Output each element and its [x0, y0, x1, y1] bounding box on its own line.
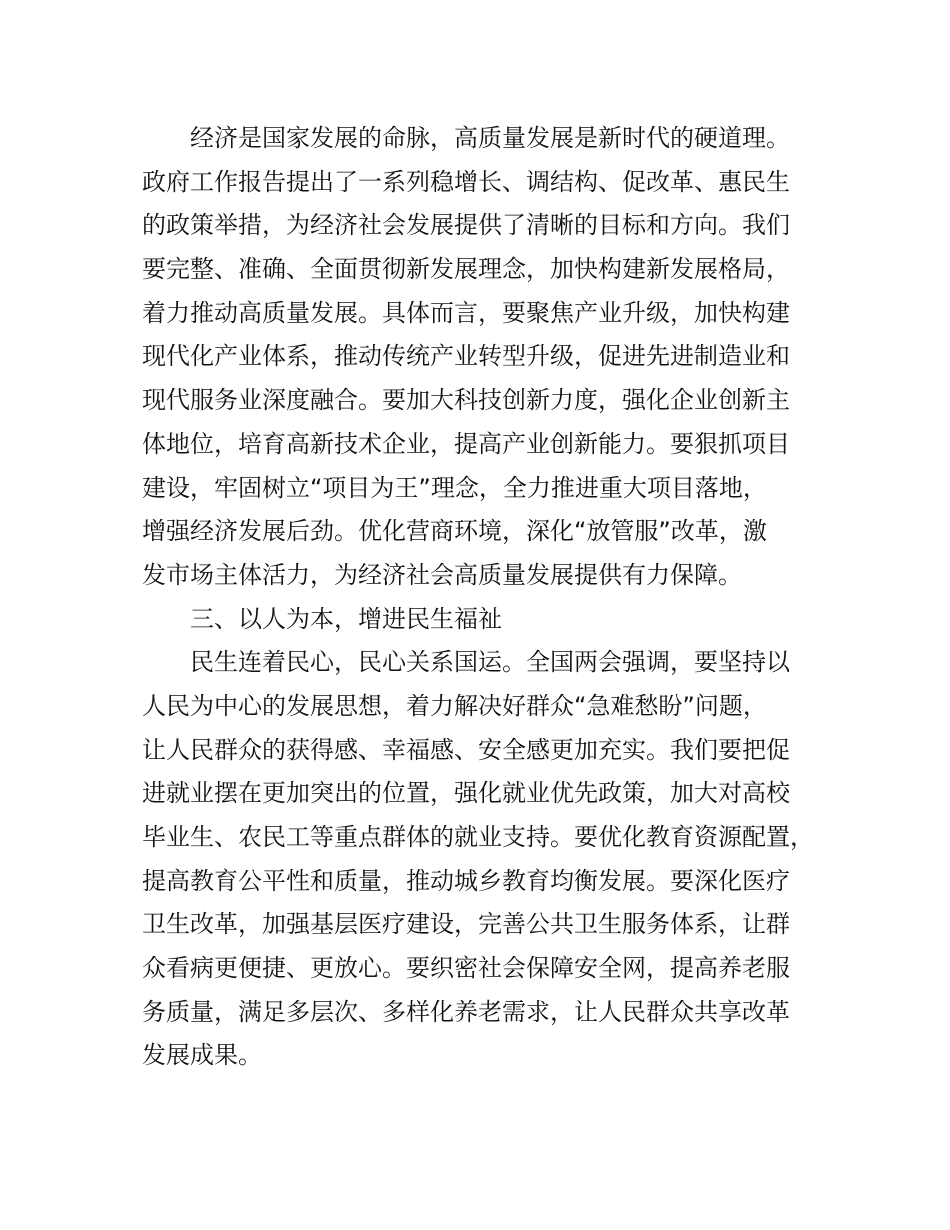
paragraph-line: 提高教育公平性和质量，推动城乡教育均衡发展。要深化医疗	[142, 866, 790, 895]
paragraph-line: 众看病更便捷、更放心。要织密社会保障安全网，提高养老服	[142, 954, 790, 983]
paragraph-line: 体地位，培育高新技术企业，提高产业创新能力。要狠抓项目	[142, 429, 790, 458]
paragraph-line: 着力推动高质量发展。具体而言，要聚焦产业升级，加快构建	[142, 298, 790, 327]
paragraph-line: 发市场主体活力，为经济社会高质量发展提供有力保障。	[142, 560, 742, 589]
paragraph-line: 现代化产业体系，推动传统产业转型升级，促进先进制造业和	[142, 342, 790, 371]
section-heading	[142, 598, 834, 642]
paragraph-line: 经济是国家发展的命脉，高质量发展是新时代的硬道理。	[190, 124, 790, 152]
paragraph-line: 现代服务业深度融合。要加大科技创新力度，强化企业创新主	[142, 386, 790, 415]
paragraph-line: 让人民群众的获得感、幸福感、安全感更加充实。我们要把促	[142, 735, 790, 764]
paragraph-line: 卫生改革，加强基层医疗建设，完善公共卫生服务体系，让群	[142, 910, 790, 939]
paragraph-economy	[142, 117, 834, 598]
paragraph-line: 毕业生、农民工等重点群体的就业支持。要优化教育资源配置，	[142, 823, 814, 851]
paragraph-livelihood	[142, 641, 834, 1078]
paragraph-line: 人民为中心的发展思想，着力解决好群众“急难愁盼”问题，	[142, 691, 767, 720]
paragraph-line: 民生连着民心，民心关系国运。全国两会强调，要坚持以	[190, 648, 790, 677]
paragraph-line: 务质量，满足多层次、多样化养老需求，让人民群众共享改革	[142, 997, 790, 1026]
paragraph-line: 发展成果。	[142, 1041, 262, 1070]
paragraph-line: 的政策举措，为经济社会发展提供了清晰的目标和方向。我们	[142, 211, 790, 240]
paragraph-line: 要完整、准确、全面贯彻新发展理念，加快构建新发展格局，	[142, 255, 790, 284]
paragraph-line: 增强经济发展后劲。优化营商环境，深化“放管服”改革，激	[142, 517, 767, 546]
section-heading-text: 三、以人为本，增进民生福祉	[190, 604, 502, 633]
paragraph-line: 政府工作报告提出了一系列稳增长、调结构、促改革、惠民生	[142, 167, 790, 196]
paragraph-line: 建设，牢固树立“项目为王”理念，全力推进重大项目落地，	[142, 473, 767, 502]
paragraph-line: 进就业摆在更加突出的位置，强化就业优先政策，加大对高校	[142, 779, 790, 808]
document-body	[142, 117, 834, 1078]
